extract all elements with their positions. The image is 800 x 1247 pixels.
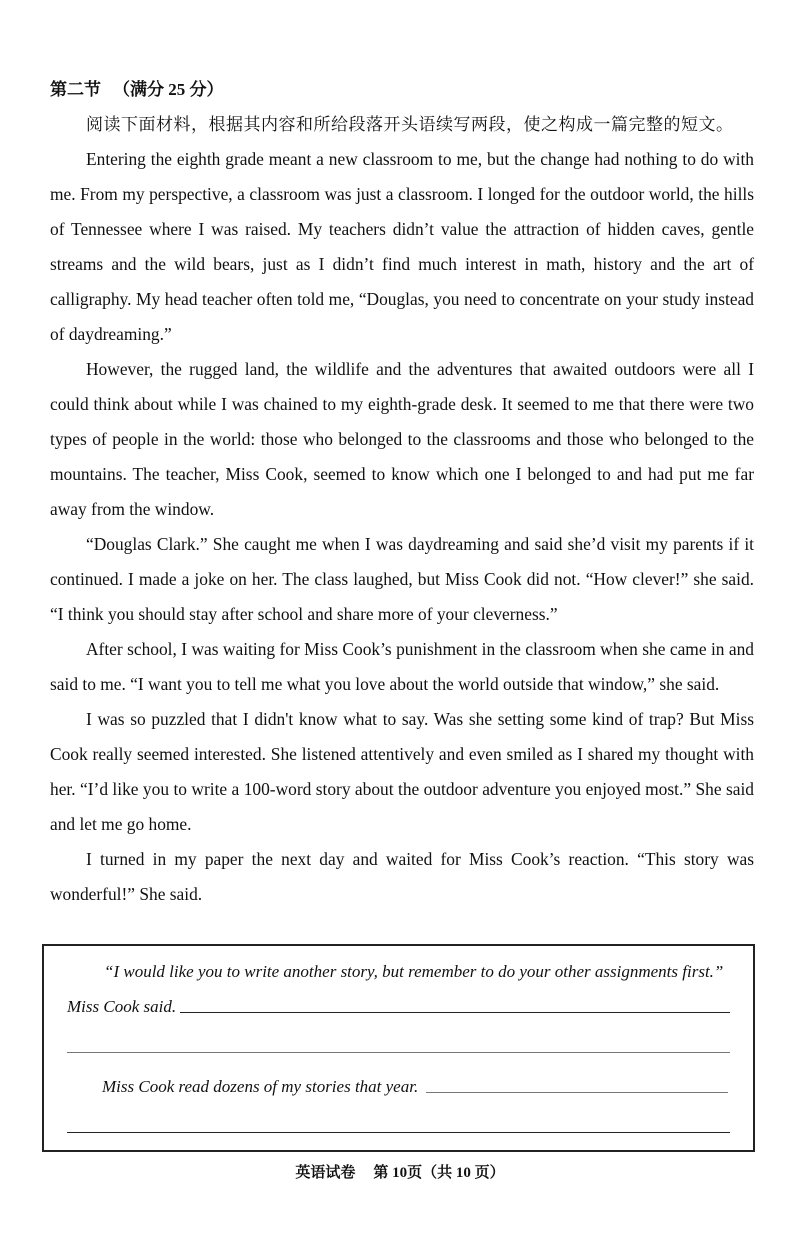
answer-line-1[interactable] — [180, 1012, 730, 1013]
exam-page — [50, 72, 754, 912]
page-footer — [0, 1163, 800, 1183]
continuation-prompt-2: Miss Cook read dozens of my stories that year. — [102, 1077, 419, 1096]
passage-paragraph-1: Entering the eighth grade meant a new classroom to me, but the change had nothing to do with me. From my perspective, a classroom was just a classroom. I longed for the outdoor world, the hills of Tennessee where I was raised. My teachers didn’t value the attraction of hidden caves, gentle streams and the wild bears, just as I didn’t find much interest in math, history and the art of calligraphy. My head teacher often told me, “Douglas, you need to concentrate on your study instead of daydreaming.” — [50, 149, 754, 344]
answer-line-2[interactable] — [67, 1052, 730, 1053]
answer-line-3[interactable] — [426, 1092, 728, 1093]
answer-box — [42, 944, 755, 1152]
section-title: 第二节 — [50, 80, 101, 99]
passage-paragraph-5: I was so puzzled that I didn't know what to say. Was she setting some kind of trap? But Miss Cook really seemed interested. She listened attentively and even smiled as I shared my thought with her. “I’d like you to write a 100-word story about the outdoor adventure you enjoyed most.” She said and let me go home. — [50, 709, 754, 834]
footer-page-number: 第 10页（共 10 页） — [373, 1165, 505, 1181]
section-points: （满分 25 分） — [113, 80, 224, 99]
continuation-prompt-1-end: Miss Cook said. — [67, 997, 177, 1016]
continuation-prompt-1: “I would like you to write another story, but remember to do your other assignments first.” — [104, 962, 724, 981]
instruction-text: 阅读下面材料，根据其内容和所给段落开头语续写两段，使之构成一篇完整的短文。 — [86, 115, 734, 134]
passage-paragraph-4: After school, I was waiting for Miss Cook’s punishment in the classroom when she came in and said to me. “I want you to tell me what you love about the world outside that window,” she said. — [50, 639, 754, 694]
footer-subject: 英语试卷 — [295, 1165, 356, 1181]
section-heading — [50, 72, 754, 107]
answer-line-4[interactable] — [67, 1132, 730, 1133]
passage-paragraph-6: I turned in my paper the next day and waited for Miss Cook’s reaction. “This story was wonderful!” She said. — [50, 849, 754, 904]
passage-paragraph-3: “Douglas Clark.” She caught me when I was daydreaming and said she’d visit my parents if it continued. I made a joke on her. The class laughed, but Miss Cook did not. “How clever!” she said. “I think you should stay after school and share more of your cleverness.” — [50, 534, 754, 624]
passage-paragraph-2: However, the rugged land, the wildlife and the adventures that awaited outdoors were all I could think about while I was chained to my eighth-grade desk. It seemed to me that there were two types of people in the world: those who belonged to the classrooms and those who belonged to the mountains. The teacher, Miss Cook, seemed to know which one I belonged to and had put me far away from the window. — [50, 359, 754, 519]
